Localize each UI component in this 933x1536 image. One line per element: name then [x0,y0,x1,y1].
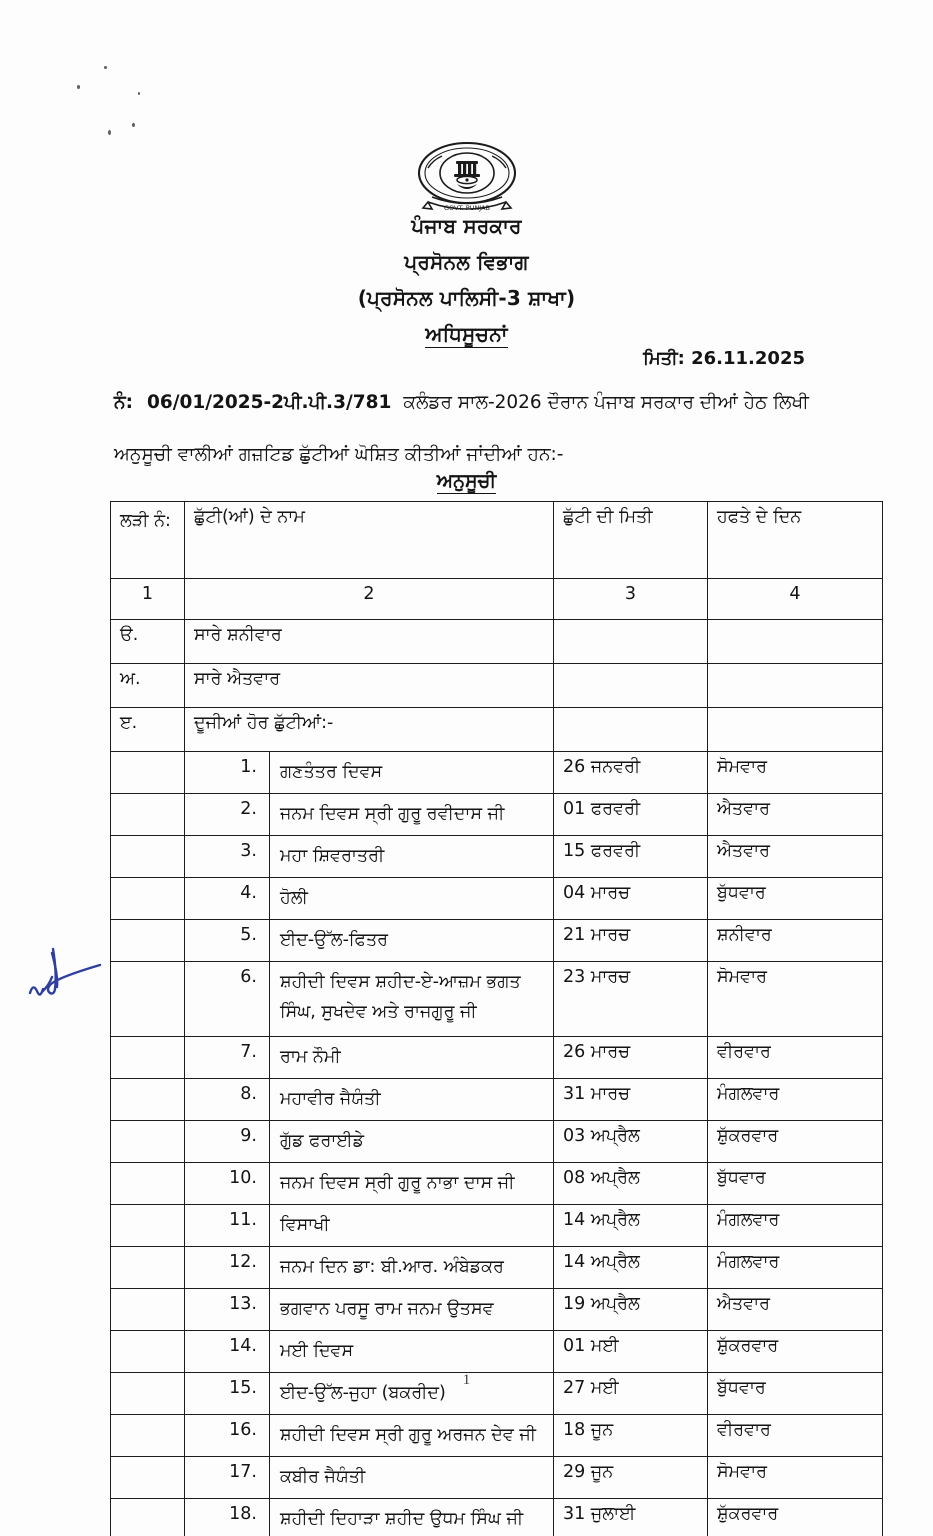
row-sr-spacer [111,962,185,1037]
scan-speck [104,66,107,69]
row-index: 11. [185,1205,270,1246]
handwritten-signature-icon [22,935,118,1013]
row-inner-table [185,1205,553,1246]
row-holiday-name: ਈਦ-ਉੱਲ-ਜੁਹਾ (ਬਕਰੀਦ) [280,1383,446,1403]
group-date [554,620,708,664]
row-holiday-day: ਮੰਗਲਵਾਰ [708,1079,883,1121]
notification-no-label: ਨੰ: [114,392,133,413]
row-index: 9. [185,1121,270,1162]
row-name-cell [185,794,554,836]
row-holiday-day: ਸ਼ੁੱਕਰਵਾਰ [708,1121,883,1163]
header-cell-sr: ਲੜੀ ਨੰ: [111,502,185,579]
table-row [111,620,883,664]
row-sr-spacer [111,1079,185,1121]
table-row [111,962,883,1037]
row-name-cell [185,920,554,962]
row-name-cell [185,1331,554,1373]
group-day [708,664,883,708]
table-row [111,878,883,920]
colnum-3: 3 [554,579,708,620]
table-row [111,836,883,878]
table-header-row [111,502,883,579]
row-holiday-day: ਸ਼ਨੀਵਾਰ [708,920,883,962]
schedule-title [0,470,933,492]
header-cell-name: ਛੁੱਟੀ(ਆਂ) ਦੇ ਨਾਮ [185,502,554,579]
row-name-cell [185,1499,554,1536]
row-inner-table [185,1037,553,1078]
row-holiday-day: ਸ਼ੁੱਕਰਵਾਰ [708,1331,883,1373]
row-holiday-name: ਮਹਾਵੀਰ ਜੈਯੰਤੀ [280,1089,381,1109]
row-sr-spacer [111,1499,185,1536]
row-holiday-day: ਬੁੱਧਵਾਰ [708,1373,883,1415]
row-holiday-name: ਸ਼ਹੀਦੀ ਦਿਵਸ ਸ਼ਹੀਦ-ਏ-ਆਜ਼ਮ ਭਗਤ ਸਿੰਘ, ਸੁਖਦੇਵ ਅਤੇ ਰਾਜਗੁਰੂ ਜੀ [280,972,521,1022]
row-holiday-date: 31 ਮਾਰਚ [554,1079,708,1121]
row-name-cell [185,1079,554,1121]
row-holiday-date: 29 ਜੂਨ [554,1457,708,1499]
row-name-cell [185,1121,554,1163]
row-holiday-day: ਸ਼ੁੱਕਰਵਾਰ [708,1499,883,1536]
row-holiday-date: 27 ਮਈ [554,1373,708,1415]
row-name-cell [185,1205,554,1247]
row-holiday-name: ਜਨਮ ਦਿਵਸ ਸ੍ਰੀ ਗੁਰੂ ਰਵੀਦਾਸ ਜੀ [280,804,505,824]
group-sr: ੲ. [111,708,185,752]
table-row [111,708,883,752]
row-index: 2. [185,794,270,835]
row-index: 7. [185,1037,270,1078]
row-sr-spacer [111,878,185,920]
group-sr: ਅ. [111,664,185,708]
row-index: 3. [185,836,270,877]
row-sr-spacer [111,920,185,962]
row-name-cell [185,962,554,1037]
table-row [111,1121,883,1163]
group-date [554,708,708,752]
row-index: 18. [185,1499,270,1536]
row-index: 17. [185,1457,270,1498]
row-holiday-name: ਹੋਲੀ [280,888,308,908]
table-row [111,920,883,962]
row-holiday-date: 03 ਅਪ੍ਰੈਲ [554,1121,708,1163]
table-row [111,1163,883,1205]
row-index: 5. [185,920,270,961]
row-index: 13. [185,1289,270,1330]
row-inner-table [185,794,553,835]
table-row [111,1499,883,1536]
schedule-title-text: ਅਨੁਸੂਚੀ [436,470,497,492]
colnum-1: 1 [111,579,185,620]
row-name-cell [185,1037,554,1079]
row-index: 14. [185,1331,270,1372]
row-holiday-day: ਐਤਵਾਰ [708,1289,883,1331]
row-holiday-date: 04 ਮਾਰਚ [554,878,708,920]
row-holiday-day: ਵੀਰਵਾਰ [708,1037,883,1079]
row-sr-spacer [111,752,185,794]
row-name-cell [185,752,554,794]
scan-speck [138,92,140,95]
row-sr-spacer [111,1415,185,1457]
document-heading [0,214,933,360]
row-name-cell [185,1457,554,1499]
row-inner-table [185,1331,553,1372]
issue-date: ਮਿਤੀ: 26.11.2025 [643,348,805,369]
row-holiday-day: ਬੁੱਧਵਾਰ [708,1163,883,1205]
row-holiday-date: 26 ਮਾਰਚ [554,1037,708,1079]
group-sr: ੳ. [111,620,185,664]
row-holiday-date: 18 ਜੂਨ [554,1415,708,1457]
group-name: ਸਾਰੇ ਐਤਵਾਰ [185,664,554,708]
row-holiday-day: ਬੁੱਧਵਾਰ [708,878,883,920]
row-holiday-date: 01 ਮਈ [554,1331,708,1373]
row-holiday-date: 31 ਜੁਲਾਈ [554,1499,708,1536]
row-sr-spacer [111,1331,185,1373]
row-holiday-date: 08 ਅਪ੍ਰੈਲ [554,1163,708,1205]
row-holiday-date: 15 ਫਰਵਰੀ [554,836,708,878]
row-index: 12. [185,1247,270,1288]
notification-no-value: 06/01/2025-2ਪੀ.ਪੀ.3/781 [146,392,392,413]
row-holiday-day: ਮੰਗਲਵਾਰ [708,1247,883,1289]
scan-speck [77,85,80,89]
page-number: 1 [462,1372,471,1388]
branch-name: (ਪ੍ਰਸੋਨਲ ਪਾਲਿਸੀ-3 ਸ਼ਾਖਾ) [357,286,576,310]
svg-text:GOVT. PUNJAB: GOVT. PUNJAB [443,204,490,212]
row-holiday-name: ਭਗਵਾਨ ਪਰਸੂ ਰਾਮ ਜਨਮ ਉਤਸਵ [280,1299,494,1319]
row-sr-spacer [111,1121,185,1163]
emblem-container [0,140,933,222]
row-inner-table [185,1457,553,1498]
row-inner-table [185,1499,553,1536]
row-index: 4. [185,878,270,919]
colnum-2: 2 [185,579,554,620]
row-holiday-name: ਮਈ ਦਿਵਸ [280,1341,354,1361]
table-row [111,1331,883,1373]
notification-paragraph [114,377,837,481]
row-sr-spacer [111,1247,185,1289]
row-holiday-day: ਸੋਮਵਾਰ [708,962,883,1037]
row-holiday-day: ਐਤਵਾਰ [708,836,883,878]
row-inner-table [185,1289,553,1330]
document-type-title: ਅਧਿਸੂਚਨਾਂ [425,322,508,346]
punjab-government-emblem-icon [408,140,526,222]
table-row [111,1037,883,1079]
row-name-cell [185,878,554,920]
row-sr-spacer [111,1289,185,1331]
row-name-cell [185,1163,554,1205]
row-holiday-date: 21 ਮਾਰਚ [554,920,708,962]
row-holiday-day: ਵੀਰਵਾਰ [708,1415,883,1457]
row-holiday-name: ਵਿਸਾਖੀ [280,1215,330,1235]
colnum-4: 4 [708,579,883,620]
table-row [111,1247,883,1289]
row-index: 15. [185,1373,270,1414]
row-sr-spacer [111,1037,185,1079]
row-inner-table [185,836,553,877]
row-sr-spacer [111,794,185,836]
row-holiday-day: ਐਤਵਾਰ [708,794,883,836]
row-inner-table [185,920,553,961]
header-cell-day: ਹਫਤੇ ਦੇ ਦਿਨ [708,502,883,579]
row-holiday-name: ਜਨਮ ਦਿਵਸ ਸ੍ਰੀ ਗੁਰੂ ਨਾਭਾ ਦਾਸ ਜੀ [280,1173,515,1193]
table-row [111,1457,883,1499]
table-row [111,752,883,794]
row-inner-table [185,752,553,793]
row-sr-spacer [111,836,185,878]
table-row [111,1079,883,1121]
row-sr-spacer [111,1205,185,1247]
row-holiday-name: ਗਣਤੰਤਰ ਦਿਵਸ [280,762,383,782]
row-inner-table [185,1247,553,1288]
row-holiday-date: 26 ਜਨਵਰੀ [554,752,708,794]
row-inner-table [185,1079,553,1120]
column-number-row [111,579,883,620]
row-holiday-date: 14 ਅਪ੍ਰੈਲ [554,1247,708,1289]
row-holiday-date: 19 ਅਪ੍ਰੈਲ [554,1289,708,1331]
row-holiday-day: ਸੋਮਵਾਰ [708,752,883,794]
notification-body-text: ਕਲੰਡਰ ਸਾਲ-2026 ਦੌਰਾਨ ਪੰਜਾਬ ਸਰਕਾਰ ਦੀਆਂ ਹੇਠ ਲਿਖੀ ਅਨੁਸੂਚੀ ਵਾਲੀਆਂ ਗਜ਼ਟਿਡ ਛੁੱਟੀਆਂ ਘੋਸ਼ਿਤ ਕੀਤੀਆਂ ਜਾਂਦੀਆਂ ਹਨ:- [114,392,809,465]
row-name-cell [185,1247,554,1289]
row-sr-spacer [111,1163,185,1205]
department-name: ਪ੍ਰਸੋਨਲ ਵਿਭਾਗ [404,250,529,274]
row-holiday-name: ਗੁੱਡ ਫਰਾਈਡੇ [280,1131,365,1151]
row-holiday-name: ਕਬੀਰ ਜੈਯੰਤੀ [280,1467,366,1487]
group-day [708,708,883,752]
row-inner-table [185,1121,553,1162]
row-name-cell [185,1289,554,1331]
row-holiday-name: ਈਦ-ਉੱਲ-ਫਿਤਰ [280,930,389,950]
group-day [708,620,883,664]
table-row [111,664,883,708]
scan-speck [108,130,111,135]
row-holiday-day: ਮੰਗਲਵਾਰ [708,1205,883,1247]
table-row [111,1289,883,1331]
row-holiday-name: ਰਾਮ ਨੌਮੀ [280,1047,341,1067]
row-inner-table [185,962,553,1036]
group-name: ਸਾਰੇ ਸ਼ਨੀਵਾਰ [185,620,554,664]
row-index: 8. [185,1079,270,1120]
row-index: 6. [185,962,270,1036]
row-holiday-date: 14 ਅਪ੍ਰੈਲ [554,1205,708,1247]
row-name-cell [185,1415,554,1457]
row-index: 1. [185,752,270,793]
table-row [111,794,883,836]
row-sr-spacer [111,1457,185,1499]
scan-speck [132,123,135,127]
row-name-cell [185,836,554,878]
row-inner-table [185,1163,553,1204]
row-inner-table [185,878,553,919]
group-name: ਦੂਜੀਆਂ ਹੋਰ ਛੁੱਟੀਆਂ:- [185,708,554,752]
row-holiday-name: ਸ਼ਹੀਦੀ ਦਿਹਾੜਾ ਸ਼ਹੀਦ ਉਧਮ ਸਿੰਘ ਜੀ [280,1509,524,1529]
row-holiday-date: 23 ਮਾਰਚ [554,962,708,1037]
org-name: ਪੰਜਾਬ ਸਰਕਾਰ [411,214,522,238]
header-cell-date: ਛੁੱਟੀ ਦੀ ਮਿਤੀ [554,502,708,579]
row-holiday-date: 01 ਫਰਵਰੀ [554,794,708,836]
table-row [111,1205,883,1247]
row-inner-table [185,1415,553,1456]
group-date [554,664,708,708]
row-holiday-day: ਸੋਮਵਾਰ [708,1457,883,1499]
row-holiday-name: ਜਨਮ ਦਿਨ ਡਾ: ਬੀ.ਆਰ. ਅੰਬੇਡਕਰ [280,1257,504,1277]
row-index: 10. [185,1163,270,1204]
table-row [111,1415,883,1457]
row-index: 16. [185,1415,270,1456]
row-holiday-name: ਮਹਾ ਸ਼ਿਵਰਾਤਰੀ [280,846,385,866]
row-holiday-name: ਸ਼ਹੀਦੀ ਦਿਵਸ ਸ੍ਰੀ ਗੁਰੂ ਅਰਜਨ ਦੇਵ ਜੀ [280,1425,537,1445]
